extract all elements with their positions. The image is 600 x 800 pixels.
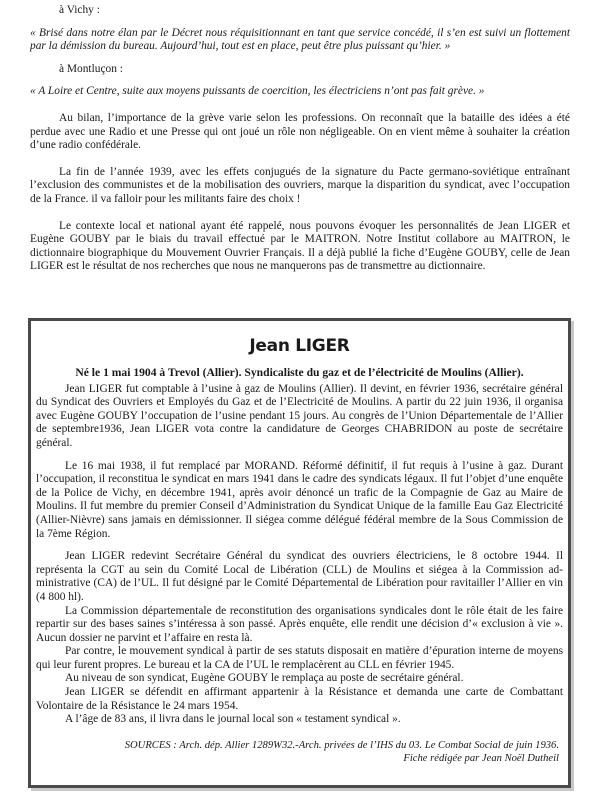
paragraph-bilan: Au bilan, l’importance de la grève varie selon les professions. On reconnaît que la bataille des idées a été perdue avec une Radio et une Presse qui ont joué un rôle non négligeable. On en vient même à souhaiter la création d’une radio confédérale. xyxy=(30,111,570,152)
bio-paragraph: Au niveau de son syndicat, Eugène GOUBY le remplaça au poste de secrétaire général. xyxy=(65,672,464,685)
bio-paragraph: Jean LIGER redevint Secrétaire Général du syndicat des ouvriers électriciens, le 8 octobre 1944. Il représenta la CGT au sein du Comité Local de Libération (CLL) de Moulins et siégea à la Commission administrative (CA) de l’UL. Il fut désigné par le Comité Départemental de Libération pour ravitailler l’Allier en vin (4 800 hl). xyxy=(36,550,563,603)
article-body xyxy=(30,0,570,274)
biography-subtitle: Né le 1 mai 1904 à Trevol (Allier). Syndicaliste du gaz et de l’électricité de Moulins (Allier). xyxy=(75,366,524,379)
bio-paragraph: Par contre, le mouvement syndical à partir de ses statuts disposait en matière d’épuration interne de moyens qui leur furent propres. Le bureau et la CA de l’UL le remplacèrent au CLL en février 1945. xyxy=(36,645,563,671)
bio-paragraph: Jean LIGER fut comptable à l’usine à gaz de Moulins (Allier). Il devint, en février 1936, secrétaire général du Syndicat des Ouvriers et Employés du Gaz et de l’Electricité de Moulins. A partir du 22 juin 1936, il organisa avec Eugène GOUBY l’occupation de l’usine pendant 15 jours. Au congrès de l’Union Départementale de l’Allier de septembre1936, Jean LIGER vota contre la candidature de Georges CHABRIDON au poste de secrétaire général. xyxy=(36,382,563,449)
sources-line: SOURCES : Arch. dép. Allier 1289W32.-Arch. privées de l’IHS du 03. Le Combat Social de juin 1936. xyxy=(124,739,559,751)
bio-paragraph: La Commission départementale de reconstitution des organisations syndicales dont le rôle était de les faire repartir sur des bases saines s’intéressa à son passé. Après enquête, elle rendit une décision d’« exclusion à vie ». Aucun dossier ne parvint et l’affaire en resta là. xyxy=(36,604,563,644)
vichy-quote: « Brisé dans notre élan par le Décret nous réquisitionnant en tant que service concédé, il s’en est suivi un flottement par la démission du bureau. Aujourd’hui, tout est en place, peut être plus puissant qu’hier. » xyxy=(30,26,570,53)
bio-paragraph: Le 16 mai 1938, il fut remplacé par MORAND. Réformé définitif, il fut requis à l’usine à gaz. Durant l’occupation, il reconstitua le syndicat en mars 1941 dans le cadre des syndicats légaux. Il fut l’objet d’une enquête de la Police de Vichy, en décembre 1941, après avoir dénoncé un trafic de la Compagnie de Gaz au Maire de Moulins. Il fut membre du premier Conseil d’Administration du Syndicat Unique de la famille Eau Gaz Electricité (Allier-Nièvre) sans jamais en démissionner. Il siégea comme délégué fédéral membre de la Sous Commission de la 7ème Région. xyxy=(36,459,563,540)
bio-paragraph: A l’âge de 83 ans, il livra dans le journal local son « testament syndical ». xyxy=(65,713,401,726)
montlucon-quote: « A Loire et Centre, suite aux moyens puissants de coercition, les électriciens n’ont pas fait grève. » xyxy=(30,85,485,98)
montlucon-label: à Montluçon : xyxy=(59,62,123,75)
paragraph-1939: La fin de l’année 1939, avec les effets conjugués de la signature du Pacte germano-soviétique entraînant l’exclusion des communistes et de la mobilisation des ouvriers, marque la disparition du syndicat, avec l’occupation de la France. il va falloir pour les militants faire des choix ! xyxy=(30,165,570,205)
bio-paragraph: Jean LIGER se défendit en affirmant appartenir à la Résistance et demanda une carte de Combattant Volontaire de la Résistance le 24 mars 1954. xyxy=(36,686,563,712)
biography-box xyxy=(28,318,571,788)
vichy-label: à Vichy : xyxy=(59,4,100,16)
biography-title: Jean LIGER xyxy=(249,336,350,356)
author-credit: Fiche rédigée par Jean Noël Dutheil xyxy=(403,752,559,764)
paragraph-contexte: Le contexte local et national ayant été rappelé, nous pouvons évoquer les personnalités de Jean LIGER et Eugène GOUBY par le biais du travail effectué par le MAITRON. Notre Institut collabore au MAITRON, le dictionnaire biographique du Mouvement Ouvrier Français. Il a déjà publié la fiche d’Eugène GOUBY, celle de Jean LIGER est le résultat de nos recherches que nous ne manquerons pas de transmettre au dictionnaire. xyxy=(30,219,570,273)
